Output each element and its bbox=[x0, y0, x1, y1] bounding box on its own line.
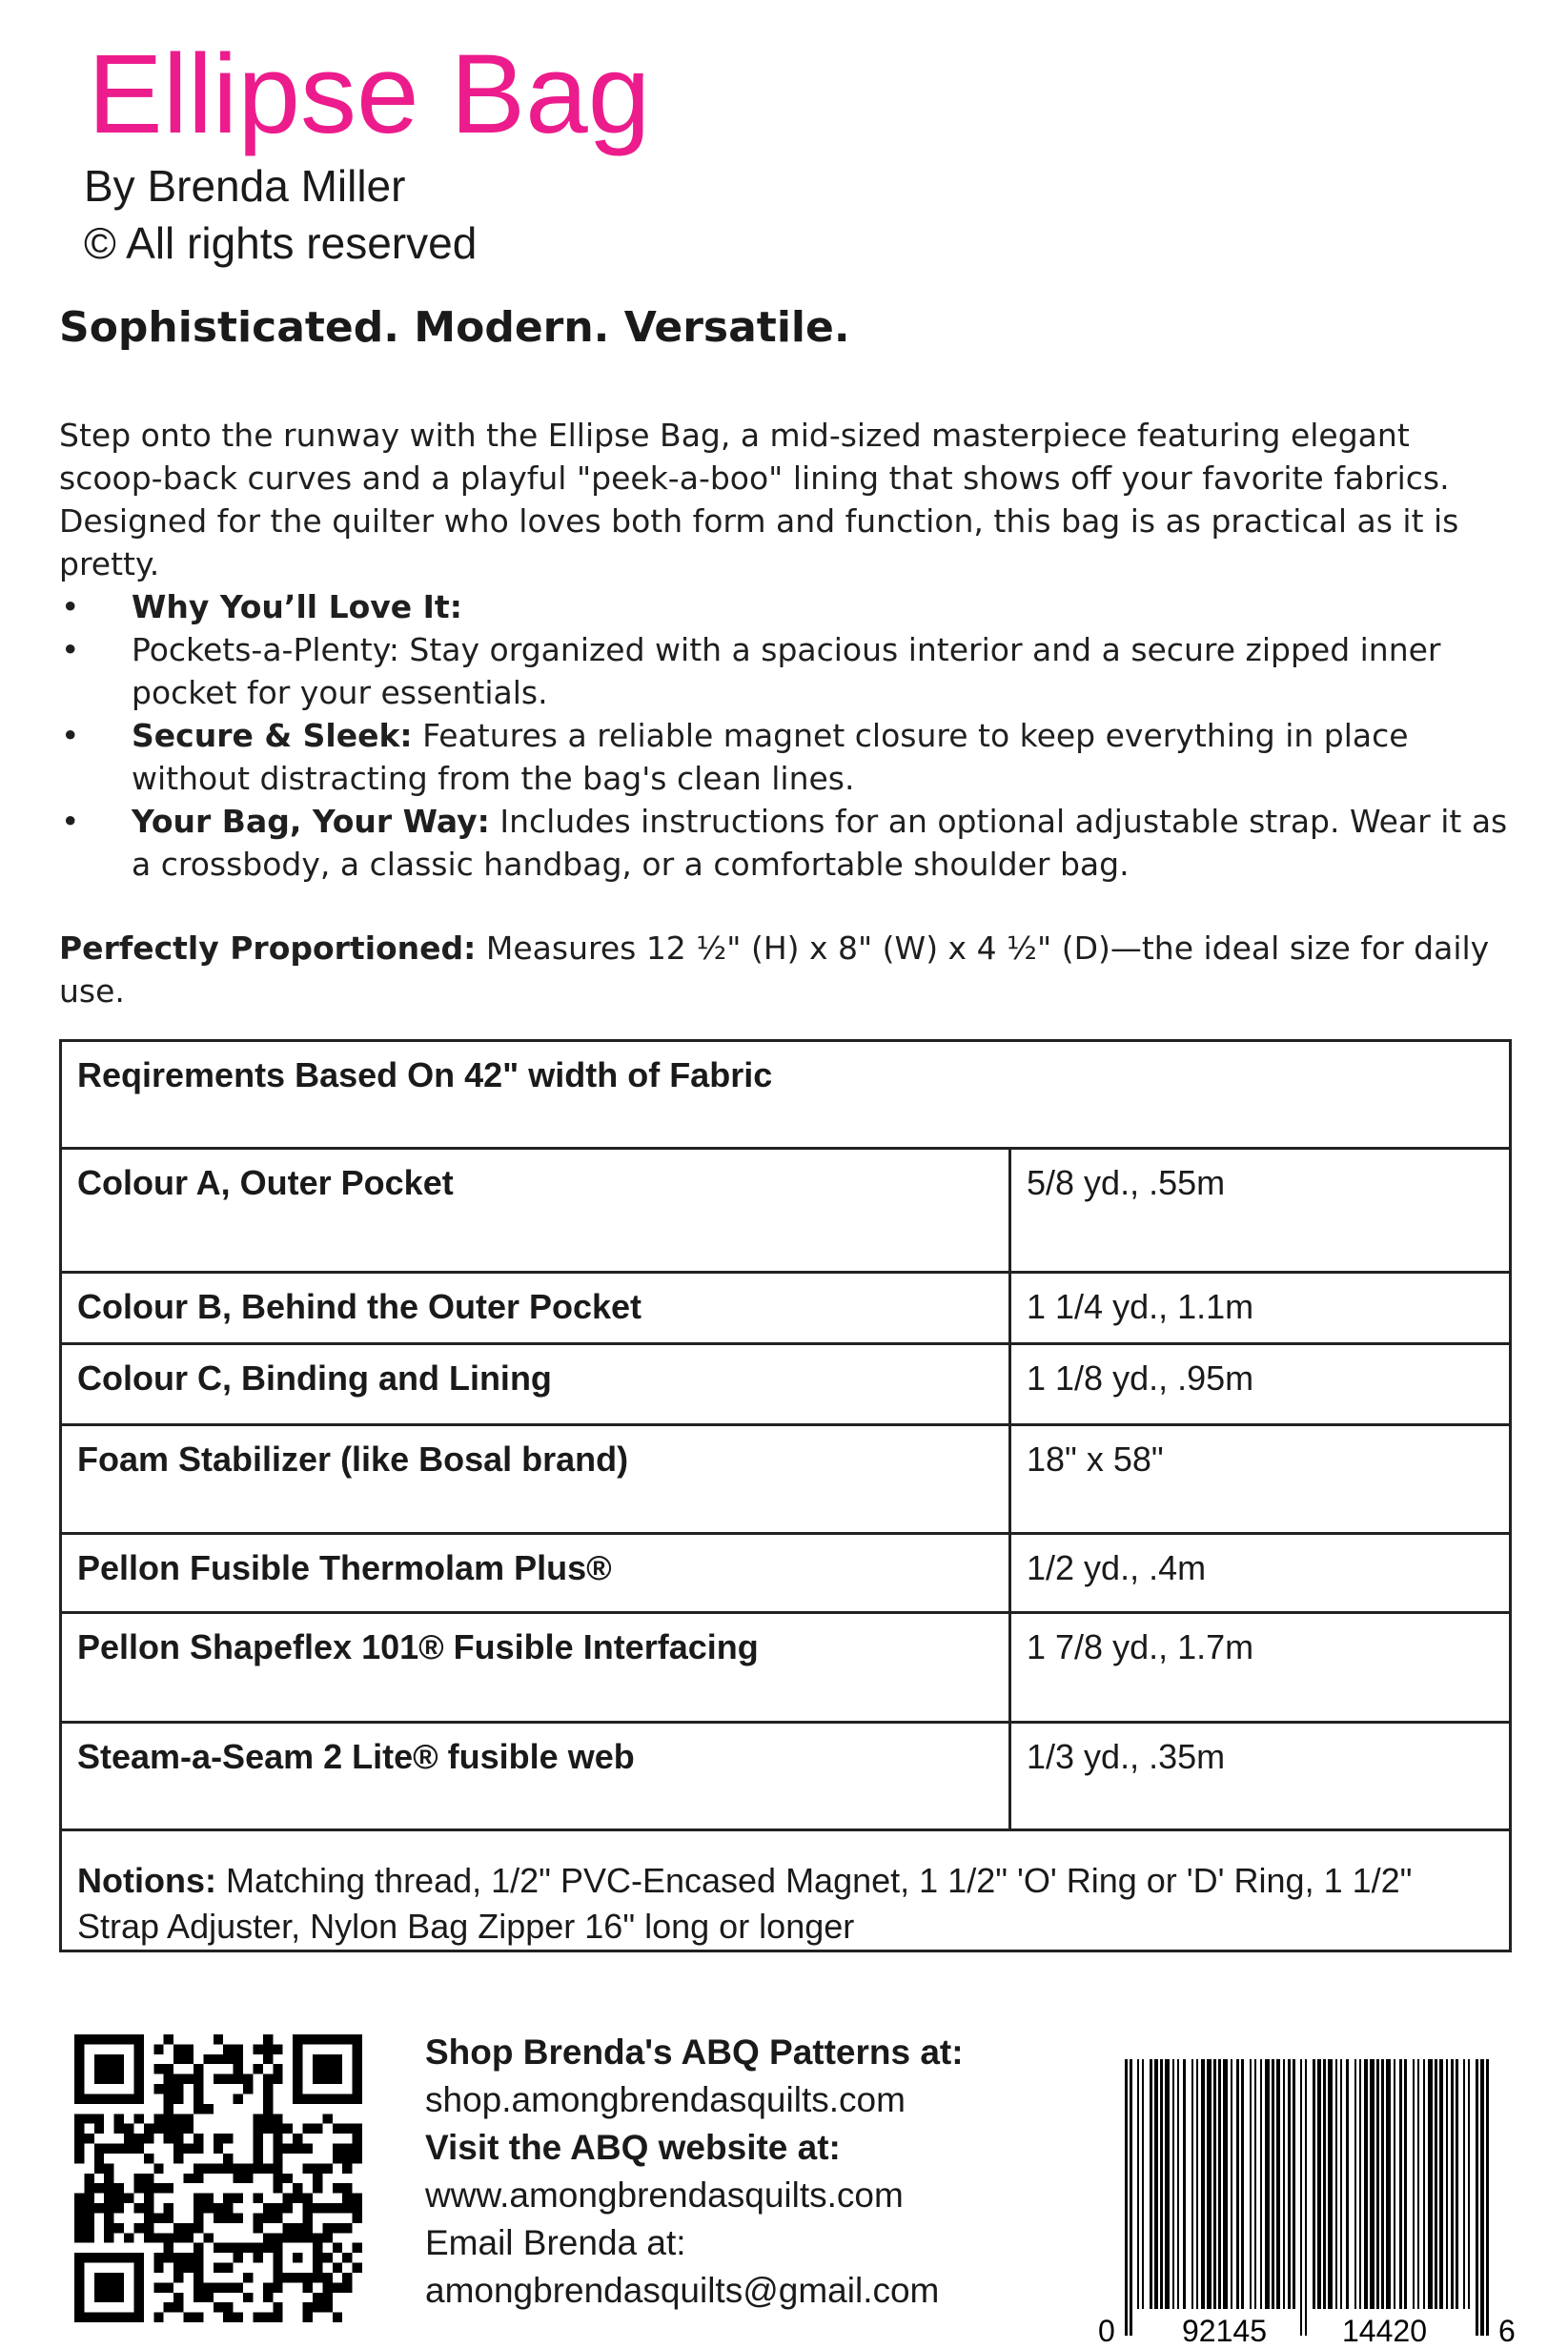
barcode-bar bbox=[1196, 2059, 1198, 2309]
material-name: Pellon Shapeflex 101® Fusible Interfacing bbox=[61, 1613, 1010, 1723]
barcode-bar bbox=[1165, 2059, 1170, 2309]
barcode-bar bbox=[1191, 2059, 1193, 2309]
page-title: Ellipse Bag bbox=[88, 31, 651, 157]
barcode-bar bbox=[1276, 2059, 1280, 2309]
table-header-row bbox=[61, 1041, 1511, 1149]
barcode-bar bbox=[1137, 2059, 1139, 2309]
material-amount: 18" x 58" bbox=[1010, 1425, 1511, 1534]
barcode-bar bbox=[1328, 2059, 1333, 2309]
material-amount: 5/8 yd., .55m bbox=[1010, 1149, 1511, 1273]
barcode-bar bbox=[1346, 2059, 1349, 2309]
email-label: Email Brenda at: bbox=[425, 2223, 686, 2262]
barcode-bar bbox=[1317, 2059, 1321, 2309]
barcode-bar bbox=[1260, 2059, 1262, 2309]
bullet-icon: • bbox=[61, 631, 80, 668]
feature-bold: Your Bag, Your Way: bbox=[132, 803, 490, 840]
barcode-bar bbox=[1313, 2059, 1315, 2309]
barcode-digit: 0 bbox=[1098, 2314, 1115, 2345]
bullet-icon: • bbox=[61, 588, 80, 625]
material-amount: 1 7/8 yd., 1.7m bbox=[1010, 1613, 1511, 1723]
qr-code-icon bbox=[74, 2034, 362, 2322]
barcode-icon bbox=[1087, 2059, 1525, 2345]
dimensions-paragraph bbox=[59, 927, 1527, 1012]
barcode-bars bbox=[1125, 2059, 1489, 2336]
material-amount: 1 1/8 yd., .95m bbox=[1010, 1344, 1511, 1425]
material-amount: 1 1/4 yd., 1.1m bbox=[1010, 1273, 1511, 1344]
feature-item bbox=[59, 585, 1527, 628]
barcode-bar bbox=[1486, 2059, 1489, 2336]
author-byline: By Brenda Miller bbox=[84, 161, 406, 211]
feature-text: Includes instructions for an optional adjustable strap. Wear it as a crossbody, a classic handbag, or a comfortable shoulder bag. bbox=[132, 803, 1508, 883]
website-label: Visit the ABQ website at: bbox=[425, 2128, 841, 2167]
feature-text: Features a reliable magnet closure to keep everything in place without distracting from the bag's clean lines. bbox=[132, 717, 1409, 797]
barcode-bar bbox=[1160, 2059, 1163, 2309]
table-header: Reqirements Based On 42" width of Fabric bbox=[61, 1041, 1511, 1149]
barcode-bar bbox=[1177, 2059, 1179, 2309]
barcode-bar bbox=[1463, 2059, 1465, 2309]
barcode-bar bbox=[1283, 2059, 1285, 2309]
barcode-bar bbox=[1370, 2059, 1375, 2309]
barcode-bar bbox=[1241, 2059, 1244, 2309]
barcode-bar bbox=[1265, 2059, 1270, 2309]
barcode-bar bbox=[1231, 2059, 1232, 2309]
barcode-bar bbox=[1154, 2059, 1158, 2309]
email-link[interactable]: amongbrendasquilts@gmail.com bbox=[425, 2271, 940, 2310]
barcode-digit: 14420 bbox=[1342, 2314, 1427, 2345]
feature-item bbox=[59, 800, 1527, 886]
barcode-bar bbox=[1364, 2059, 1368, 2309]
barcode-bar bbox=[1376, 2059, 1379, 2309]
contact-block bbox=[425, 2029, 1092, 2315]
barcode-bar bbox=[1413, 2059, 1415, 2309]
barcode-bar bbox=[1305, 2059, 1307, 2336]
barcode-bar bbox=[1399, 2059, 1402, 2309]
material-name: Colour A, Outer Pocket bbox=[61, 1149, 1010, 1273]
bullet-icon: • bbox=[61, 803, 80, 840]
barcode-bar bbox=[1293, 2059, 1295, 2309]
barcode-digit: 6 bbox=[1498, 2314, 1516, 2345]
material-amount: 1/2 yd., .4m bbox=[1010, 1534, 1511, 1613]
shop-label: Shop Brenda's ABQ Patterns at: bbox=[425, 2032, 964, 2072]
barcode-bar bbox=[1250, 2059, 1252, 2309]
barcode-bar bbox=[1359, 2059, 1361, 2309]
barcode-bar bbox=[1323, 2059, 1326, 2309]
barcode-bar bbox=[1183, 2059, 1186, 2309]
table-row bbox=[61, 1425, 1511, 1534]
barcode-bar bbox=[1213, 2059, 1216, 2309]
copyright-notice: © All rights reserved bbox=[84, 218, 478, 268]
barcode-bar bbox=[1417, 2059, 1419, 2309]
intro-paragraph: Step onto the runway with the Ellipse Bag, a mid-sized masterpiece featuring elegant scoop-back curves and a playful "peek-a-boo" lining that shows off your favorite fabrics. Designed for the quilter who loves both form and function, this bag is as practical as it is pretty. bbox=[59, 417, 1459, 582]
barcode-bar bbox=[1386, 2059, 1391, 2309]
barcode-bar bbox=[1340, 2059, 1342, 2309]
barcode-bar bbox=[1439, 2059, 1443, 2309]
table-row bbox=[61, 1344, 1511, 1425]
barcode-bar bbox=[1207, 2059, 1212, 2309]
barcode-bar bbox=[1446, 2059, 1448, 2309]
feature-text: Pockets-a-Plenty: Stay organized with a spacious interior and a secure zipped inner pocket for your essentials. bbox=[132, 631, 1441, 711]
table-row bbox=[61, 1723, 1511, 1830]
feature-bold: Secure & Sleek: bbox=[132, 717, 413, 754]
feature-item bbox=[59, 714, 1527, 800]
table-row bbox=[61, 1613, 1511, 1723]
shop-link[interactable]: shop.amongbrendasquilts.com bbox=[425, 2080, 906, 2119]
feature-item bbox=[59, 628, 1527, 714]
feature-bold: Why You’ll Love It: bbox=[132, 588, 462, 625]
barcode-bar bbox=[1428, 2059, 1433, 2309]
table-row bbox=[61, 1149, 1511, 1273]
barcode-bar bbox=[1300, 2059, 1302, 2336]
notions-cell bbox=[61, 1830, 1511, 1951]
barcode-bar bbox=[1468, 2059, 1470, 2309]
barcode-bar bbox=[1125, 2059, 1128, 2336]
requirements-table bbox=[59, 1039, 1512, 1952]
barcode-bar bbox=[1394, 2059, 1395, 2309]
barcode-digit: 92145 bbox=[1182, 2314, 1267, 2345]
bullet-icon: • bbox=[61, 717, 80, 754]
barcode-bar bbox=[1404, 2059, 1407, 2309]
barcode-bar bbox=[1236, 2059, 1239, 2309]
barcode-bar bbox=[1254, 2059, 1256, 2309]
barcode-bar bbox=[1381, 2059, 1384, 2309]
barcode-bar bbox=[1423, 2059, 1425, 2309]
material-name: Steam-a-Seam 2 Lite® fusible web bbox=[61, 1723, 1010, 1830]
barcode-bar bbox=[1218, 2059, 1221, 2309]
barcode-bar bbox=[1476, 2059, 1478, 2336]
barcode-bar bbox=[1435, 2059, 1437, 2309]
material-name: Colour B, Behind the Outer Pocket bbox=[61, 1273, 1010, 1344]
barcode-bar bbox=[1150, 2059, 1152, 2309]
feature-list bbox=[59, 585, 1527, 886]
barcode-bar bbox=[1335, 2059, 1337, 2309]
barcode-bar bbox=[1272, 2059, 1274, 2309]
material-name: Colour C, Binding and Lining bbox=[61, 1344, 1010, 1425]
barcode-bar bbox=[1354, 2059, 1356, 2309]
table-row bbox=[61, 1273, 1511, 1344]
tagline: Sophisticated. Modern. Versatile. bbox=[59, 303, 850, 352]
notions-row bbox=[61, 1830, 1511, 1951]
barcode-bar bbox=[1223, 2059, 1228, 2309]
dimensions-label: Perfectly Proportioned: bbox=[59, 929, 477, 967]
barcode-bar bbox=[1451, 2059, 1454, 2309]
notions-text: Matching thread, 1/2" PVC-Encased Magnet, 1 1/2" 'O' Ring or 'D' Ring, 1 1/2" Strap Adjuster, Nylon Bag Zipper 16" long or longer bbox=[77, 1861, 1413, 1946]
barcode-bar bbox=[1456, 2059, 1458, 2309]
barcode-bar bbox=[1480, 2059, 1484, 2336]
website-link[interactable]: www.amongbrendasquilts.com bbox=[425, 2175, 904, 2215]
material-name: Pellon Fusible Thermolam Plus® bbox=[61, 1534, 1010, 1613]
barcode-bar bbox=[1172, 2059, 1174, 2309]
barcode-bar bbox=[1288, 2059, 1291, 2309]
dimensions-text: Measures 12 ½" (H) x 8" (W) x 4 ½" (D)—the ideal size for daily use. bbox=[59, 929, 1490, 1010]
notions-label: Notions: bbox=[77, 1861, 216, 1900]
barcode-bar bbox=[1201, 2059, 1205, 2309]
table-row bbox=[61, 1534, 1511, 1613]
barcode-bar bbox=[1130, 2059, 1132, 2336]
barcode-bar bbox=[1142, 2059, 1144, 2309]
material-name: Foam Stabilizer (like Bosal brand) bbox=[61, 1425, 1010, 1534]
material-amount: 1/3 yd., .35m bbox=[1010, 1723, 1511, 1830]
